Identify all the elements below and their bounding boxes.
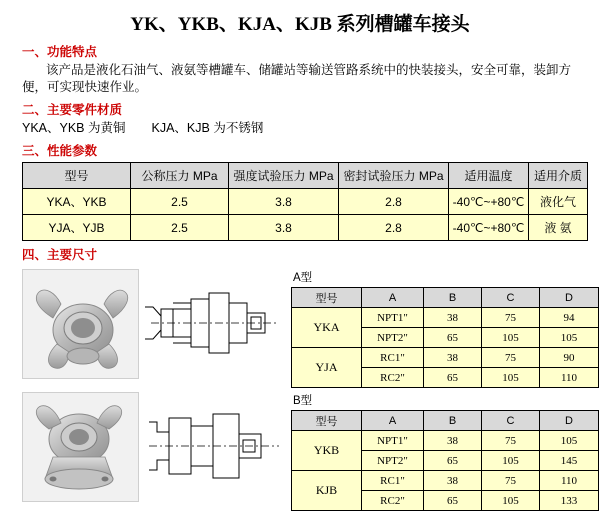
table-header-row [292,288,599,308]
perf-col-2: 强度试验压力 MPa [229,163,339,189]
materials-left: YKA、YKB 为黄铜 [22,121,126,135]
dimB-r0-c1: NPT1" [362,431,424,451]
perf-r1-c5: 液 氨 [529,215,588,241]
dimension-row-b [22,392,590,511]
dimB-r0-c3: 75 [482,431,540,451]
table-header-row [23,163,588,189]
coupling-photo-a [22,269,139,379]
dimA-r3-c2: 65 [424,368,482,388]
dimA-r2-c4: 90 [540,348,599,368]
table-row [23,215,588,241]
type-label-a: A型 [293,272,313,284]
perf-r1-c3: 2.8 [339,215,449,241]
perf-r0-c2: 3.8 [229,189,339,215]
dimensions-section [10,269,590,511]
dimA-col-3: C [482,288,540,308]
dimB-r1-c4: 145 [540,451,599,471]
dimA-r0-c2: 38 [424,308,482,328]
dimA-col-4: D [540,288,599,308]
materials-right: KJA、KJB 为不锈钢 [151,121,264,135]
perf-r1-c2: 3.8 [229,215,339,241]
table-row [292,348,599,368]
dimA-group-1: YJA [292,348,362,388]
table-row [292,308,599,328]
perf-r0-c4: -40℃~+80℃ [449,189,529,215]
dimB-r2-c4: 110 [540,471,599,491]
table-row [292,431,599,451]
dimB-r3-c1: RC2" [362,491,424,511]
dimA-r3-c3: 105 [482,368,540,388]
coupling-photo-b [22,392,139,502]
perf-r0-c5: 液化气 [529,189,588,215]
dimA-r1-c2: 65 [424,328,482,348]
perf-col-1: 公称压力 MPa [131,163,229,189]
section-heading-performance: 三、性能参数 [22,144,98,158]
document-page [0,9,600,525]
dimB-r2-c3: 75 [482,471,540,491]
dimA-r1-c3: 105 [482,328,540,348]
dimB-r0-c2: 38 [424,431,482,451]
features-paragraph: 该产品是液化石油气、液氨等槽罐车、储罐站等输送管路系统中的快装接头，安全可靠，装卸方便，可实现快速作业。 [22,63,572,94]
type-label-b: B型 [293,395,313,407]
perf-col-5: 适用介质 [529,163,588,189]
section-heading-dimensions: 四、主要尺寸 [22,248,98,262]
dimB-r2-c2: 38 [424,471,482,491]
dimension-block-a [291,269,599,388]
dimA-col-1: A [362,288,424,308]
perf-r1-c1: 2.5 [131,215,229,241]
coupling-drawing-a [143,269,283,377]
dimB-col-2: B [424,411,482,431]
dimA-r0-c4: 94 [540,308,599,328]
dimB-group-1: KJB [292,471,362,511]
dimB-r1-c1: NPT2" [362,451,424,471]
perf-r1-c0: YJA、YJB [23,215,131,241]
dimA-col-0: 型号 [292,288,362,308]
perf-r1-c4: -40℃~+80℃ [449,215,529,241]
dimA-r3-c4: 110 [540,368,599,388]
dimA-r2-c2: 38 [424,348,482,368]
dimension-row-a [22,269,590,388]
dimA-r2-c1: RC1" [362,348,424,368]
dimA-r2-c3: 75 [482,348,540,368]
dimA-r3-c1: RC2" [362,368,424,388]
perf-col-3: 密封试验压力 MPa [339,163,449,189]
dimB-group-0: YKB [292,431,362,471]
section-heading-materials: 二、主要零件材质 [22,103,123,117]
dimension-table-a [291,287,599,388]
dimB-r1-c2: 65 [424,451,482,471]
perf-r0-c1: 2.5 [131,189,229,215]
dimB-col-4: D [540,411,599,431]
performance-table [22,162,588,241]
dimA-r0-c3: 75 [482,308,540,328]
dimB-r3-c3: 105 [482,491,540,511]
perf-col-4: 适用温度 [449,163,529,189]
dimB-col-0: 型号 [292,411,362,431]
perf-r0-c0: YKA、YKB [23,189,131,215]
dimension-block-b [291,392,599,511]
dimA-group-0: YKA [292,308,362,348]
dimA-r1-c4: 105 [540,328,599,348]
perf-r0-c3: 2.8 [339,189,449,215]
table-row [292,471,599,491]
dimA-r1-c1: NPT2" [362,328,424,348]
materials-line [22,120,590,137]
coupling-drawing-b [143,392,283,500]
perf-col-0: 型号 [23,163,131,189]
dimA-col-2: B [424,288,482,308]
table-row [23,189,588,215]
dimB-col-3: C [482,411,540,431]
section-heading-features: 一、功能特点 [22,45,98,59]
dimA-r0-c1: NPT1" [362,308,424,328]
dimB-r0-c4: 105 [540,431,599,451]
dimB-r3-c4: 133 [540,491,599,511]
dimension-table-b [291,410,599,511]
page-title: YK、YKB、KJA、KJB 系列槽罐车接头 [130,14,470,35]
dimB-r3-c2: 65 [424,491,482,511]
dimB-r2-c1: RC1" [362,471,424,491]
table-header-row [292,411,599,431]
dimB-col-1: A [362,411,424,431]
dimB-r1-c3: 105 [482,451,540,471]
